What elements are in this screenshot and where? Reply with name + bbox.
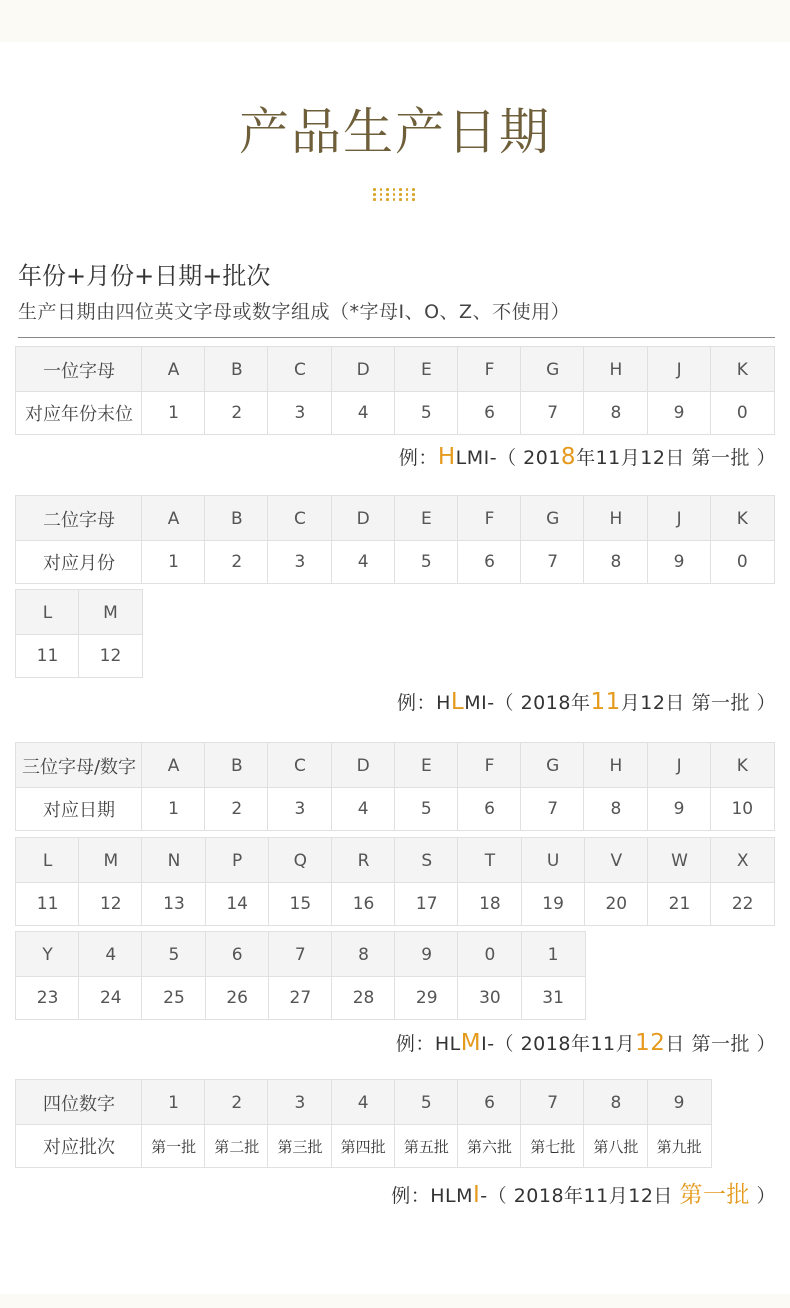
example-text: 例： — [398, 447, 438, 469]
highlight-text: L — [450, 689, 465, 715]
example-text: -（ — [487, 692, 521, 714]
code-cell: 7 — [521, 1080, 584, 1125]
dot — [373, 188, 376, 191]
dot — [386, 188, 389, 191]
example-text: 年11月12日 第一批 ） — [576, 447, 776, 469]
example-text: H — [436, 692, 451, 714]
value-cell: 11 — [16, 883, 79, 925]
value-cell: 4 — [332, 788, 395, 830]
code-cell: 6 — [206, 932, 269, 977]
code-cell: A — [142, 743, 205, 788]
code-cell: C — [268, 496, 331, 541]
value-cell: 第一批 — [142, 1125, 205, 1167]
example-text: HL — [434, 1033, 461, 1055]
code-cell: L — [16, 838, 79, 883]
code-cell: V — [585, 838, 648, 883]
code-cell: N — [142, 838, 205, 883]
value-cell: 第九批 — [648, 1125, 711, 1167]
value-cell: 9 — [648, 392, 711, 434]
code-cell: H — [584, 347, 647, 392]
code-cell: F — [458, 743, 521, 788]
value-cell: 2 — [205, 541, 268, 583]
code-cell: C — [268, 347, 331, 392]
code-cell: D — [332, 743, 395, 788]
value-cell: 19 — [522, 883, 585, 925]
dot — [373, 198, 376, 201]
example-text: 例： — [395, 1033, 435, 1055]
value-cell: 4 — [332, 392, 395, 434]
bottom-band — [0, 1294, 790, 1308]
row-label: 二位字母 — [16, 496, 142, 541]
code-cell: D — [332, 347, 395, 392]
highlight-text: I — [473, 1182, 481, 1208]
value-cell: 2 — [205, 788, 268, 830]
code-cell: D — [332, 496, 395, 541]
example-text: LMI — [455, 447, 490, 469]
example-text: 例： — [397, 692, 437, 714]
example-text: 2018年11月 — [520, 1033, 636, 1055]
code-cell: M — [79, 590, 142, 635]
value-cell: 22 — [711, 883, 774, 925]
dot — [393, 193, 396, 196]
value-cell: 28 — [332, 977, 395, 1019]
value-cell: 10 — [711, 788, 774, 830]
code-cell: A — [142, 496, 205, 541]
code-cell: J — [648, 347, 711, 392]
day-code-table-2 — [16, 838, 774, 925]
value-cell: 15 — [269, 883, 332, 925]
value-cell: 8 — [584, 541, 647, 583]
code-cell: 3 — [268, 1080, 331, 1125]
dot — [406, 193, 409, 196]
code-cell: 8 — [584, 1080, 647, 1125]
example-text: -（ — [487, 1033, 521, 1055]
row-label: 对应批次 — [16, 1125, 142, 1167]
example-text: 2018年 — [520, 692, 591, 714]
dot — [386, 198, 389, 201]
code-cell: 6 — [458, 1080, 521, 1125]
section-heading: 年份+月份+日期+批次 — [18, 262, 271, 290]
value-cell: 第四批 — [332, 1125, 395, 1167]
code-cell: M — [79, 838, 142, 883]
code-cell: B — [205, 347, 268, 392]
dot — [380, 198, 383, 201]
code-cell: 2 — [205, 1080, 268, 1125]
code-cell: 1 — [142, 1080, 205, 1125]
code-cell: J — [648, 496, 711, 541]
code-cell: F — [458, 347, 521, 392]
value-cell: 25 — [142, 977, 205, 1019]
code-cell: Q — [269, 838, 332, 883]
value-cell: 第七批 — [521, 1125, 584, 1167]
value-cell: 0 — [711, 392, 774, 434]
dot — [412, 193, 415, 196]
value-cell: 4 — [332, 541, 395, 583]
code-cell: E — [395, 347, 458, 392]
value-cell: 9 — [648, 541, 711, 583]
dot — [412, 198, 415, 201]
value-cell: 8 — [584, 392, 647, 434]
value-cell: 23 — [16, 977, 79, 1019]
value-cell: 17 — [395, 883, 458, 925]
code-cell: L — [16, 590, 79, 635]
code-cell: K — [711, 347, 774, 392]
value-cell: 第六批 — [458, 1125, 521, 1167]
dot — [399, 198, 402, 201]
value-cell: 8 — [584, 788, 647, 830]
highlight-text: 第一批 — [679, 1182, 750, 1208]
value-cell: 第八批 — [584, 1125, 647, 1167]
code-cell: K — [711, 743, 774, 788]
code-cell: R — [332, 838, 395, 883]
day-code-table — [16, 743, 774, 830]
value-cell: 12 — [79, 883, 142, 925]
value-cell: 1 — [142, 788, 205, 830]
value-cell: 16 — [332, 883, 395, 925]
example-text: MI — [464, 692, 488, 714]
code-cell: S — [395, 838, 458, 883]
value-cell: 第二批 — [205, 1125, 268, 1167]
batch-example — [391, 1176, 776, 1209]
code-cell: 8 — [332, 932, 395, 977]
code-cell: G — [521, 743, 584, 788]
code-cell: 1 — [522, 932, 585, 977]
highlight-text: 8 — [560, 444, 577, 470]
value-cell: 6 — [458, 392, 521, 434]
code-cell: H — [584, 743, 647, 788]
example-text: 例： — [391, 1185, 431, 1207]
example-text: ） — [749, 1185, 776, 1207]
value-cell: 3 — [268, 392, 331, 434]
dot — [393, 188, 396, 191]
code-cell: J — [648, 743, 711, 788]
year-example — [399, 443, 776, 470]
decorative-dots — [373, 188, 419, 204]
code-cell: C — [268, 743, 331, 788]
dot — [380, 193, 383, 196]
dot — [412, 188, 415, 191]
value-cell: 18 — [458, 883, 521, 925]
code-cell: Y — [16, 932, 79, 977]
code-cell: B — [205, 743, 268, 788]
value-cell: 5 — [395, 392, 458, 434]
value-cell: 5 — [395, 541, 458, 583]
code-cell: 7 — [269, 932, 332, 977]
code-cell: 5 — [395, 1080, 458, 1125]
code-cell: 0 — [458, 932, 521, 977]
code-cell: U — [522, 838, 585, 883]
code-cell: G — [521, 347, 584, 392]
top-band — [0, 0, 790, 42]
code-cell: X — [711, 838, 774, 883]
value-cell: 11 — [16, 635, 79, 677]
code-cell: P — [206, 838, 269, 883]
dot — [406, 188, 409, 191]
row-label: 对应年份末位 — [16, 392, 142, 434]
code-cell: K — [711, 496, 774, 541]
code-cell: T — [458, 838, 521, 883]
example-text: 2018年11月12日 — [513, 1185, 680, 1207]
value-cell: 5 — [395, 788, 458, 830]
dot — [406, 198, 409, 201]
value-cell: 6 — [458, 541, 521, 583]
month-code-table — [16, 496, 774, 583]
value-cell: 29 — [395, 977, 458, 1019]
value-cell: 31 — [522, 977, 585, 1019]
dot — [393, 198, 396, 201]
day-example — [396, 1029, 776, 1056]
row-label: 对应月份 — [16, 541, 142, 583]
value-cell: 1 — [142, 541, 205, 583]
value-cell: 6 — [458, 788, 521, 830]
dot — [399, 188, 402, 191]
code-cell: E — [395, 743, 458, 788]
code-cell: 4 — [79, 932, 142, 977]
highlight-text: 11 — [590, 689, 621, 715]
value-cell: 9 — [648, 788, 711, 830]
code-cell: W — [648, 838, 711, 883]
code-cell: A — [142, 347, 205, 392]
month-example — [397, 688, 776, 715]
highlight-text: H — [437, 444, 456, 470]
value-cell: 第三批 — [268, 1125, 331, 1167]
value-cell: 3 — [268, 541, 331, 583]
value-cell: 3 — [268, 788, 331, 830]
dot — [380, 188, 383, 191]
value-cell: 13 — [142, 883, 205, 925]
code-cell: F — [458, 496, 521, 541]
year-code-table — [16, 347, 774, 434]
row-label: 四位数字 — [16, 1080, 142, 1125]
day-code-table-3 — [16, 932, 585, 1019]
value-cell: 24 — [79, 977, 142, 1019]
row-label: 三位字母/数字 — [16, 743, 142, 788]
example-text: -（ — [489, 447, 524, 469]
value-cell: 14 — [206, 883, 269, 925]
highlight-text: M — [460, 1030, 482, 1056]
code-cell: B — [205, 496, 268, 541]
code-cell: E — [395, 496, 458, 541]
example-text: -（ — [480, 1185, 514, 1207]
value-cell: 26 — [206, 977, 269, 1019]
code-cell: H — [584, 496, 647, 541]
example-text: 月12日 第一批 ） — [620, 692, 776, 714]
value-cell: 2 — [205, 392, 268, 434]
code-cell: 9 — [395, 932, 458, 977]
highlight-text: 12 — [635, 1030, 666, 1056]
value-cell: 21 — [648, 883, 711, 925]
section-subheading: 生产日期由四位英文字母或数字组成（*字母I、O、Z、不使用） — [18, 301, 571, 323]
value-cell: 7 — [521, 392, 584, 434]
example-text: I — [481, 1033, 488, 1055]
example-text: 日 第一批 ） — [665, 1033, 776, 1055]
value-cell: 27 — [269, 977, 332, 1019]
page-title: 产品生产日期 — [239, 103, 551, 161]
value-cell: 1 — [142, 392, 205, 434]
batch-code-table — [16, 1080, 711, 1167]
value-cell: 第五批 — [395, 1125, 458, 1167]
code-cell: 9 — [648, 1080, 711, 1125]
example-text: 201 — [523, 447, 561, 469]
value-cell: 12 — [79, 635, 142, 677]
dot — [399, 193, 402, 196]
divider — [18, 337, 775, 338]
value-cell: 20 — [585, 883, 648, 925]
month-code-table-extra — [16, 590, 142, 677]
value-cell: 7 — [521, 788, 584, 830]
value-cell: 7 — [521, 541, 584, 583]
value-cell: 0 — [711, 541, 774, 583]
example-text: HLM — [430, 1185, 473, 1207]
code-cell: G — [521, 496, 584, 541]
dot — [386, 193, 389, 196]
code-cell: 4 — [332, 1080, 395, 1125]
row-label: 一位字母 — [16, 347, 142, 392]
value-cell: 30 — [458, 977, 521, 1019]
code-cell: 5 — [142, 932, 205, 977]
dot — [373, 193, 376, 196]
row-label: 对应日期 — [16, 788, 142, 830]
